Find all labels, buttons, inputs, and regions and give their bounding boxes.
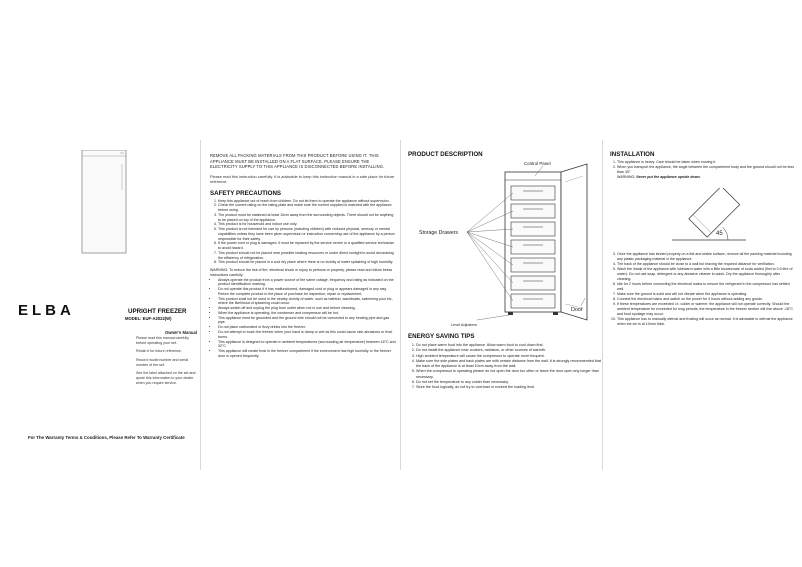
- model-number: MODEL: EUF-A2022(W): [125, 316, 172, 321]
- manual-title: Owner's Manual: [165, 330, 197, 335]
- list-item: 4. The back of the appliance should be close to a wall but leaving the required distance for ventilation.: [617, 262, 795, 267]
- list-item: 6. Idle for 2 hours before connecting the electrical mains to ensure the refrigerant in the compressor has settled well.: [617, 282, 795, 292]
- cover-note: Retain it for future reference.: [136, 349, 182, 354]
- list-item: • This appliance is designed to operate in ambient temperatures (surrounding air temperature) between 16°C and 32°C.: [218, 340, 397, 349]
- list-item: 5. Wash the inside of the appliance with lukewarm water with a little bicarbonate of soda added (5ml to 0.5 litre of water). Do not use soap, detergent or any abrasive cleaner to wash. Dry the appliance thoroughly after cleaning.: [617, 267, 795, 282]
- list-item: 6. Do not set the temperature to any colder than necessary.: [416, 380, 606, 385]
- cover-notes: [136, 336, 198, 390]
- list-item: 5. This product is not intended for use by persons (including children) with reduced physical, sensory or mental capabilities unless they have been given supervision or instruction concerning use of the appliance by a person responsible for their safety.: [218, 227, 397, 241]
- warning-line: WARNING: To reduce the risk of fire, electrical shock or injury to persons or property, please read and follow below instructions carefully.: [210, 267, 393, 277]
- list-item: [617, 165, 795, 180]
- energy-saving-list: [408, 343, 606, 391]
- control-panel-label: Control Panel: [524, 161, 551, 166]
- panel-divider: [200, 140, 201, 470]
- list-item: • This product shall not be used in the nearby vicinity of water, such as bathtub, washbowls, swimming pool etc, where the likelihood of splashing could occur.: [218, 297, 397, 306]
- list-item: 2. Check the current rating on the rating plate and make sure the current supplied is matched with the appliance before using.: [218, 203, 397, 212]
- list-item: 4. This product is for household and indoor use only.: [218, 222, 397, 227]
- cover-note: See the label attached on the set and quote this information to your dealer when you require service.: [136, 371, 196, 386]
- packing-warning: REMOVE ALL PACKING MATERIALS FROM THIS PRODUCT BEFORE USING IT. THIS APPLIANCE MUST BE INSTALLED ON A FLAT SURFACE. PLEASE ENSURE THE ELECTRICITY SUPPLY TO THIS APPLIANCE IS DISCONNECTED BEFORE INSTALLING.: [210, 153, 385, 170]
- list-item: 7. Store the food logically, do not try to overload or exceed the loading limit.: [416, 385, 606, 390]
- list-item: 3. High ambient temperature will cause the compressor to operate more frequent.: [416, 354, 606, 359]
- list-item: 1. Do not place warm food into the appliance. Allow warm food to cool down first.: [416, 343, 606, 348]
- list-item: 10. This appliance has to manually defrost and frosting will occur as normal. It is advisable to defrost the appliance when the ice is at 10mm thick.: [617, 317, 795, 327]
- installation-heading: INSTALLATION: [610, 151, 655, 158]
- list-item: 1. This appliance is heavy. Care should be taken when moving it.: [617, 160, 795, 165]
- list-item: 9. If these temperatures are exceeded i.e. colder or warmer, the appliance will not operate correctly. Should the ambient temperature be exceeded for long periods, the temperature in the freezer section will rise above -18°C and food spoilage may occur.: [617, 302, 795, 317]
- list-item: • Do not attempt to touch the freezer when your hand is damp or wet as this could cause skin abrasions or frost burns.: [218, 330, 397, 339]
- freezer-diagram: [405, 158, 600, 328]
- freezer-thumbnail: [78, 150, 130, 255]
- safety-heading: SAFETY PRECAUTIONS: [210, 189, 282, 197]
- installation-list-a: [610, 160, 795, 180]
- brand-logo: ELBA: [18, 302, 75, 319]
- level-adjusters-label: Level Adjusters: [451, 323, 477, 327]
- list-item: 4. Make sure the side plates and back plates are with certain distance from the wall. It is strongly recommended that the back of the appliance is at least 10cm away from the wall.: [416, 359, 606, 370]
- list-item: • Always operate the product from a power source of the same voltage, frequency and rating as indicated on the product identification marking.: [218, 278, 397, 287]
- list-item: • Always switch off and unplug the plug from outlet when not in use and before cleaning.: [218, 306, 397, 311]
- list-item: • When the appliance is operating, the condenser and compressor will be hot.: [218, 311, 397, 316]
- list-item: • This appliance will create frost in the freezer compartment if the environment has high humidity or the freezer door is opened frequently.: [218, 349, 397, 358]
- freezer-door: [561, 164, 587, 320]
- door-label: Door: [571, 307, 583, 313]
- product-title: UPRIGHT FREEZER: [128, 308, 187, 315]
- list-item: • Do not place carbonated or fizzy drinks into the freezer.: [218, 325, 397, 330]
- list-item: 8. This product should be placed in a cool dry place where there is no vicinity of water splashing of high humidity.: [218, 260, 397, 265]
- list-item: 5. When the compressor is operating please do not open the door too often or leave the door open any longer than necessary.: [416, 369, 606, 380]
- list-item: 6. If the power cord or plug is damaged, it must be replaced by the service centre or a qualified service technician to avoid hazard.: [218, 241, 397, 250]
- cover-note: Record model number and serial number of the set.: [136, 357, 189, 367]
- list-item: 7. Make sure the ground is solid and will not vibrate when the appliance is operating.: [617, 292, 795, 297]
- safety-list: [210, 199, 397, 265]
- upside-down-warning: WARNING: Never put the appliance upside down.: [617, 175, 701, 179]
- list-item: 3. Once the appliance has landed properly on a flat and stable surface, remove all the packing material including any plastic packaging material in the appliance.: [617, 252, 795, 262]
- product-description-heading: PRODUCT DESCRIPTION: [408, 151, 483, 158]
- list-item: 1. Keep this appliance out of reach from children. Do not let them to operate the appliance without supervision.: [218, 199, 397, 204]
- panel-divider: [602, 140, 603, 470]
- list-item: • This appliance must be grounded and the ground wire should not be connected to any heating pipe and gas pipe.: [218, 316, 397, 325]
- storage-drawers: [511, 186, 555, 308]
- read-note: Please read this instruction carefully. It is advisable to keep this instruction manual in a safe place for future reference.: [210, 173, 395, 185]
- installation-list-b: [610, 252, 795, 327]
- list-item: 2. Do not install the appliance near cookers, radiators, or other sources of warmth.: [416, 348, 606, 353]
- list-item-text: When you transport the appliance, the angle between the compartment body and the ground should not be less than 45°.: [617, 165, 795, 174]
- warranty-note: For The Warranty Terms & Conditions, Please Refer To Warranty Certificate: [28, 435, 185, 440]
- list-item: • Do not operate this product if it has malfunctioned, damaged cord or plug or appears damaged in any way. Return the complete product to the place of purchase for inspection, repair or replacement.: [218, 287, 397, 296]
- transport-angle-diagram: [670, 188, 750, 248]
- safety-panel: [210, 153, 397, 359]
- list-item: 8. Connect the electrical mains and switch on the power for 4 hours without adding any goods.: [617, 297, 795, 302]
- list-item: 7. This product should not be placed near possible heating resources or under direct sunlight to avoid decreasing the efficiency of refrigeration.: [218, 251, 397, 260]
- safety-bullets: [210, 278, 397, 359]
- angle-label: 45: [716, 231, 723, 237]
- list-item: 3. The product must be stationed at least 10cm away from the surrounding objects. There should not be anything to be placed on top of the appliance.: [218, 213, 397, 222]
- storage-drawers-label: Storage Drawers: [419, 230, 458, 236]
- panel-divider: [400, 140, 401, 470]
- cover-note: Please read this manual carefully before operating your set.: [136, 336, 189, 346]
- energy-saving-heading: ENERGY SAVING TIPS: [408, 333, 475, 340]
